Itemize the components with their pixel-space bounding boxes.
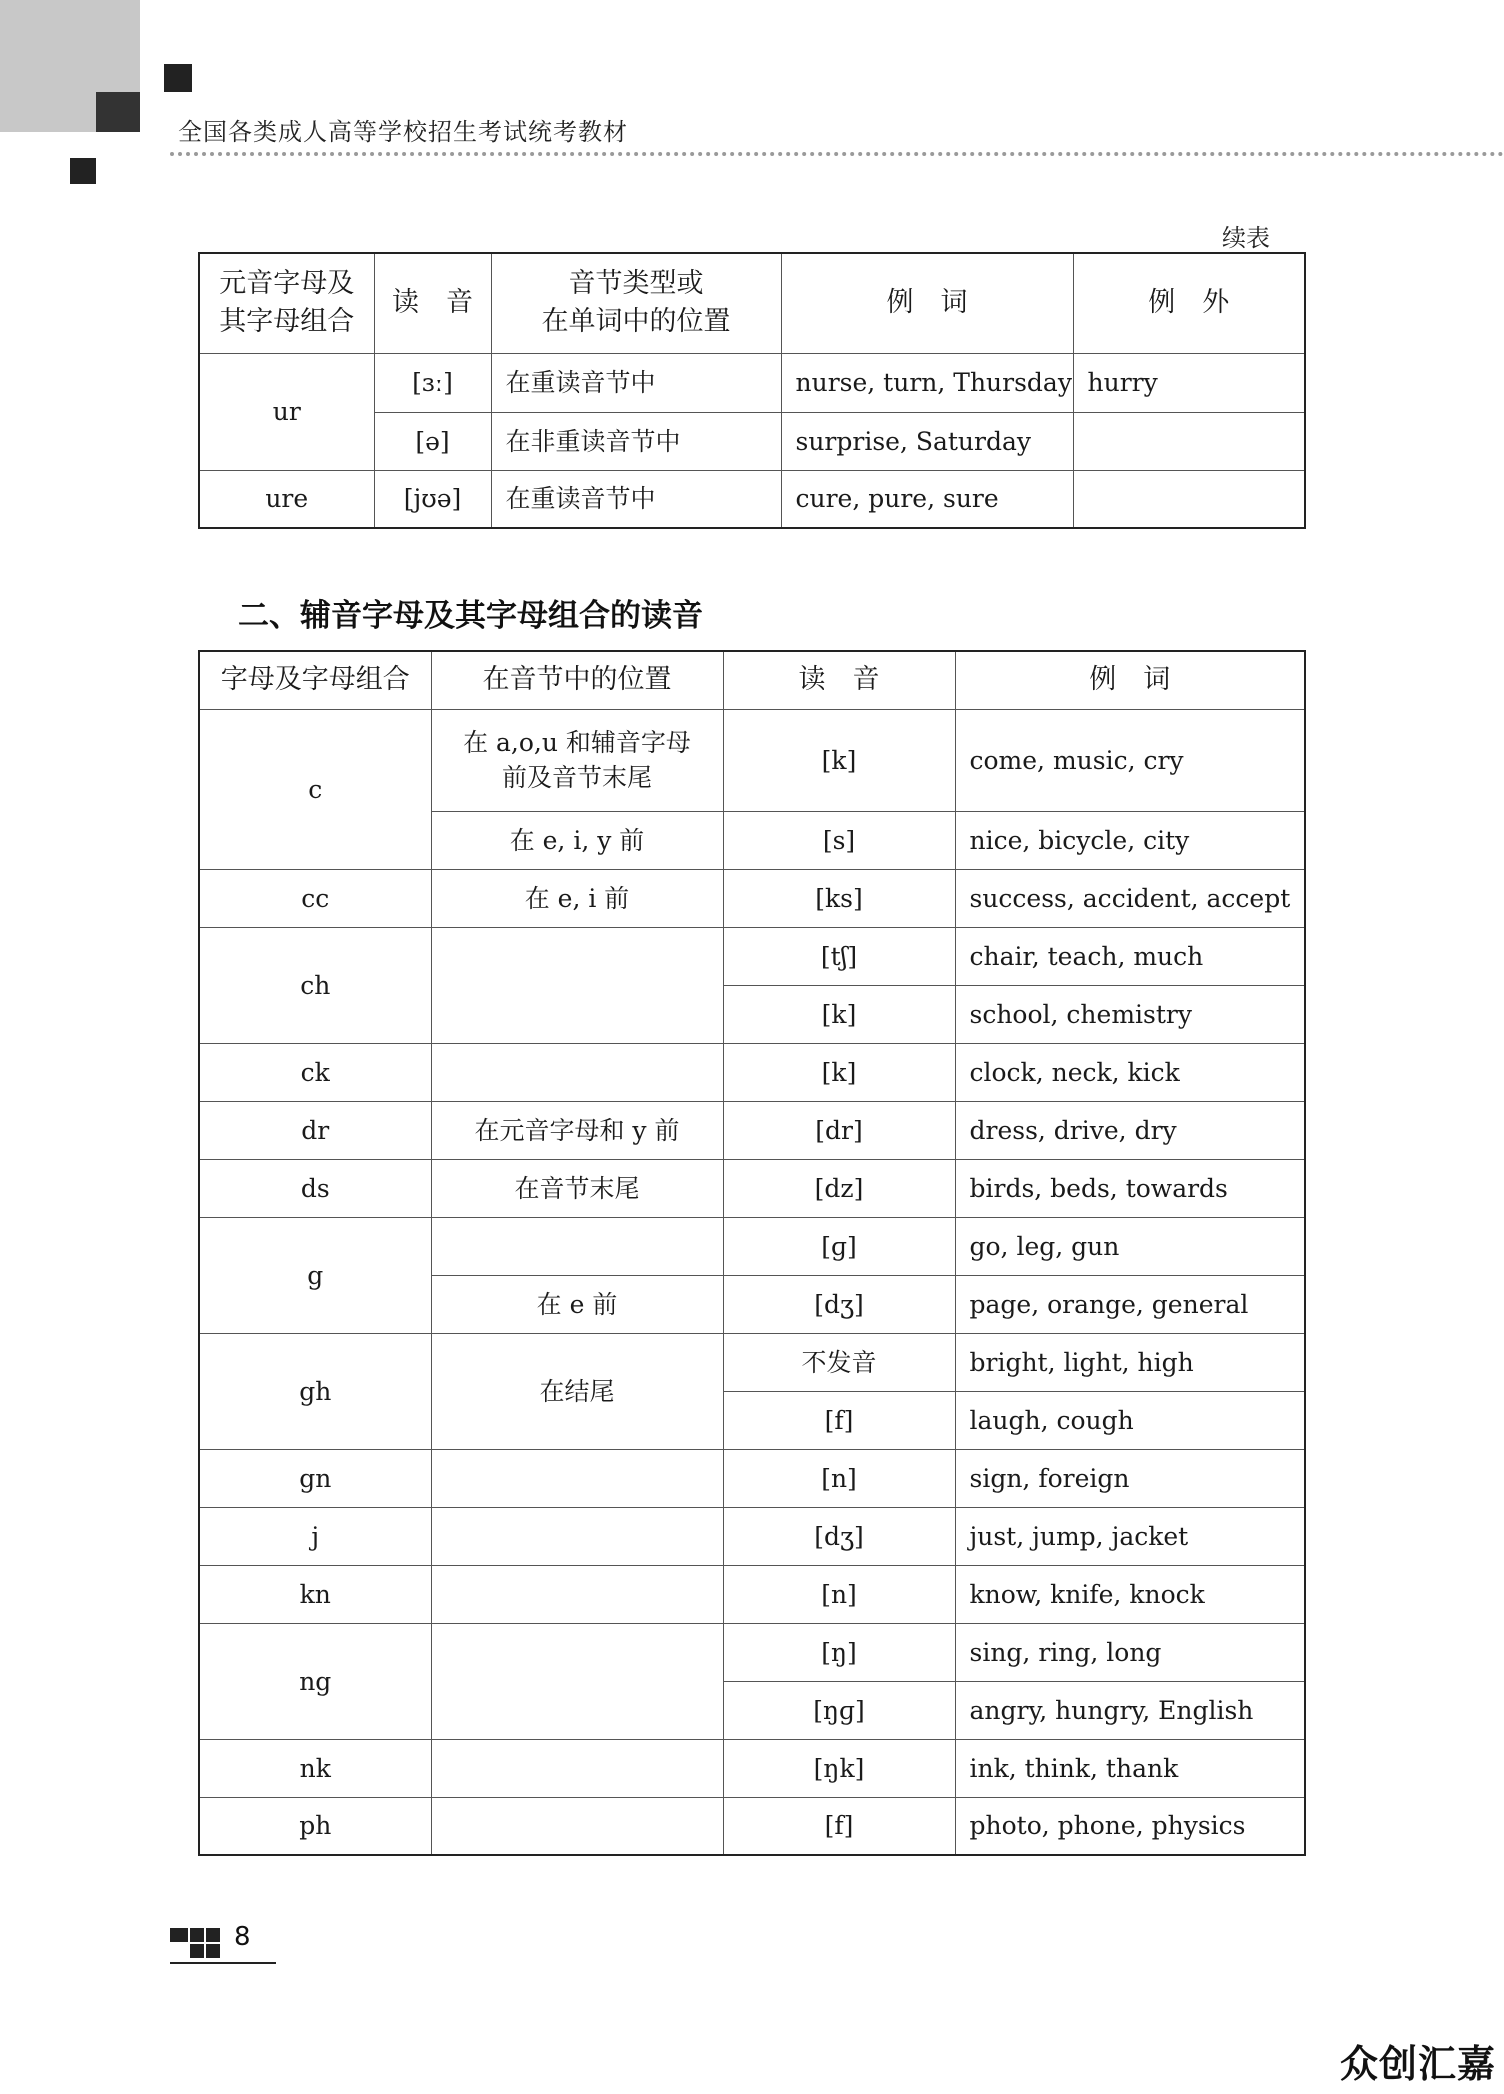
cell-position [431,1043,723,1101]
cell-examples: come, music, cry [955,709,1305,811]
consonant-table [198,650,1306,1856]
table-row [199,927,1305,985]
cell-letters: j [199,1507,431,1565]
cell-letters: gh [199,1333,431,1449]
col-header-position: 音节类型或 在单词中的位置 [491,253,781,353]
cell-sound: [ŋ] [723,1623,955,1681]
cell-letters: g [199,1217,431,1333]
cell-letters: kn [199,1565,431,1623]
table-row [199,1507,1305,1565]
cell-letters: ure [199,470,374,528]
cell-letters: ds [199,1159,431,1217]
vowel-table [198,252,1306,529]
cell-examples: angry, hungry, English [955,1681,1305,1739]
col-header-examples: 例 词 [955,651,1305,709]
cell-examples: sing, ring, long [955,1623,1305,1681]
cell-examples: laugh, cough [955,1391,1305,1449]
cell-sound: [f] [723,1391,955,1449]
watermark: 众创汇嘉 [1339,2042,1496,2086]
cell-examples: birds, beds, towards [955,1159,1305,1217]
table-row [199,1449,1305,1507]
cell-sound: [dʒ] [723,1275,955,1333]
cell-examples: bright, light, high [955,1333,1305,1391]
cell-sound: [dz] [723,1159,955,1217]
col-header-position: 在音节中的位置 [431,651,723,709]
col-header-sound: 读 音 [374,253,491,353]
table-continued-label: 续表 [1222,224,1270,252]
table-row [199,1333,1305,1391]
cell-position: 在元音字母和 y 前 [431,1101,723,1159]
cell-sound: [dʒ] [723,1507,955,1565]
cell-sound: [ɜː] [374,353,491,412]
cell-position: 在 e, i 前 [431,869,723,927]
cell-letters: nk [199,1739,431,1797]
cell-sound: [k] [723,985,955,1043]
cell-position: 在 e, i, y 前 [431,811,723,869]
table-row [199,1797,1305,1855]
cell-examples: clock, neck, kick [955,1043,1305,1101]
header-decoration-square [164,64,192,92]
cell-letters: gn [199,1449,431,1507]
table-row [199,1159,1305,1217]
page-number-decoration [190,1944,204,1958]
cell-examples: success, accident, accept [955,869,1305,927]
table-row [199,470,1305,528]
cell-position [431,1739,723,1797]
table-row [199,1623,1305,1681]
table-row [199,1565,1305,1623]
cell-letters: ch [199,927,431,1043]
cell-letters: ng [199,1623,431,1739]
table-row [199,1101,1305,1159]
cell-sound: [tʃ] [723,927,955,985]
header-decoration-square [96,92,140,132]
page-number-decoration [206,1928,220,1942]
cell-letters: ur [199,353,374,470]
table-row [199,1739,1305,1797]
cell-sound: [ŋɡ] [723,1681,955,1739]
cell-exceptions [1073,470,1305,528]
cell-letters: ph [199,1797,431,1855]
cell-sound: [k] [723,709,955,811]
section-title: 二、辅音字母及其字母组合的读音 [238,598,703,634]
cell-sound: [ɡ] [723,1217,955,1275]
col-header-exceptions: 例 外 [1073,253,1305,353]
page-number-decoration [190,1928,204,1942]
cell-sound: [f] [723,1797,955,1855]
cell-examples: ink, think, thank [955,1739,1305,1797]
cell-examples: sign, foreign [955,1449,1305,1507]
cell-examples: nurse, turn, Thursday [781,353,1073,412]
table-row [199,1217,1305,1275]
cell-position [431,927,723,1043]
cell-examples: school, chemistry [955,985,1305,1043]
cell-examples: page, orange, general [955,1275,1305,1333]
cell-examples: nice, bicycle, city [955,811,1305,869]
cell-sound: 不发音 [723,1333,955,1391]
cell-position: 在 e 前 [431,1275,723,1333]
cell-examples: photo, phone, physics [955,1797,1305,1855]
col-header-examples: 例 词 [781,253,1073,353]
header-title: 全国各类成人高等学校招生考试统考教材 [178,118,628,146]
cell-sound: [ŋk] [723,1739,955,1797]
page-number-underline [170,1962,276,1964]
page-number-decoration [206,1944,220,1958]
cell-letters: c [199,709,431,869]
cell-sound: [dr] [723,1101,955,1159]
cell-position: 在 a,o,u 和辅音字母 前及音节末尾 [431,709,723,811]
cell-position: 在重读音节中 [491,470,781,528]
cell-position [431,1449,723,1507]
header-decoration-square [70,158,96,184]
cell-exceptions [1073,412,1305,470]
cell-examples: cure, pure, sure [781,470,1073,528]
table-row [199,709,1305,811]
cell-examples: chair, teach, much [955,927,1305,985]
cell-exceptions: hurry [1073,353,1305,412]
cell-examples: go, leg, gun [955,1217,1305,1275]
col-header-sound: 读 音 [723,651,955,709]
cell-sound: [k] [723,1043,955,1101]
cell-examples: just, jump, jacket [955,1507,1305,1565]
cell-position [431,1217,723,1275]
cell-position [431,1565,723,1623]
cell-position: 在重读音节中 [491,353,781,412]
header-divider [170,152,1504,156]
table-row [199,869,1305,927]
cell-position: 在非重读音节中 [491,412,781,470]
cell-sound: [n] [723,1449,955,1507]
cell-letters: cc [199,869,431,927]
cell-position [431,1623,723,1739]
table-row [199,1043,1305,1101]
page-number-decoration [170,1928,188,1942]
cell-sound: [s] [723,811,955,869]
cell-sound: [n] [723,1565,955,1623]
cell-sound: [ə] [374,412,491,470]
cell-sound: [ks] [723,869,955,927]
cell-position: 在结尾 [431,1333,723,1449]
cell-examples: know, knife, knock [955,1565,1305,1623]
col-header-letters: 元音字母及 其字母组合 [199,253,374,353]
cell-examples: surprise, Saturday [781,412,1073,470]
page-number: 8 [234,1922,251,1952]
cell-examples: dress, drive, dry [955,1101,1305,1159]
table-row [199,353,1305,412]
cell-letters: ck [199,1043,431,1101]
col-header-letters: 字母及字母组合 [199,651,431,709]
cell-position: 在音节末尾 [431,1159,723,1217]
cell-position [431,1797,723,1855]
cell-position [431,1507,723,1565]
cell-sound: [jʊə] [374,470,491,528]
cell-letters: dr [199,1101,431,1159]
